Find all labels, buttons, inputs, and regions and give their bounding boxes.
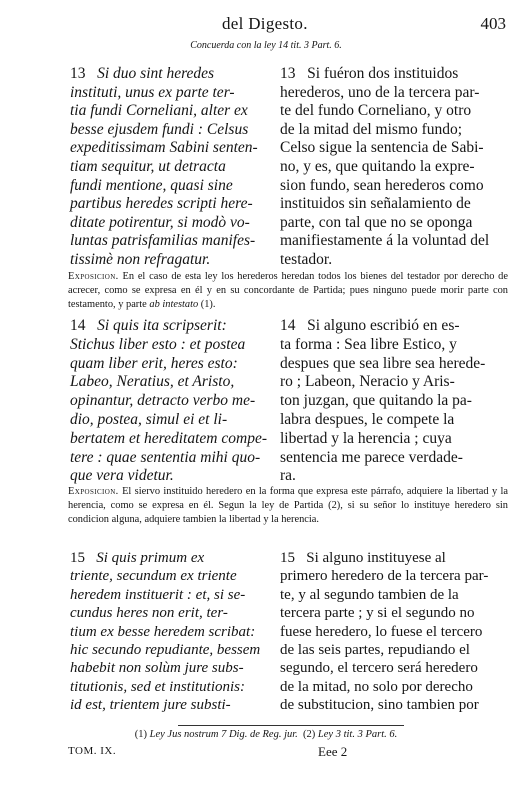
latin-line: Stichus liber esto : et postea: [70, 335, 246, 353]
latin-line: bertatem et hereditatem compe-: [70, 429, 267, 447]
latin-line: habebit non solùm jure subs-: [70, 660, 244, 677]
footnote-text: Ley 3 tit. 3 Part. 6.: [317, 729, 398, 740]
latin-line: besse ejusdem fundi : Celsus: [70, 120, 249, 138]
spanish-line: sentencia me parece verdade-: [280, 448, 463, 466]
latin-line: id est, trientem jure substi-: [70, 697, 231, 714]
spanish-line: fuese heredero, lo fuese el tercero: [280, 623, 483, 640]
latin-line: ditate potirentur, si modò vo-: [70, 213, 250, 231]
exposicion-italic: ab intestato: [149, 299, 199, 310]
latin-line: quam liber erit, heres esto:: [70, 354, 238, 372]
exposicion-13: [68, 270, 508, 312]
spanish-line: segundo, el tercero será heredero: [280, 660, 478, 677]
page-number: 403: [480, 14, 506, 33]
spanish-line: 14 Si alguno escribió en es-: [280, 317, 460, 334]
latin-column: [70, 65, 288, 270]
latin-column: [70, 549, 288, 715]
running-title: del Digesto.: [222, 14, 308, 33]
signature-mark: Eee 2: [318, 744, 348, 759]
spanish-line: ton juzgan, que quitando la pa-: [280, 392, 472, 410]
spanish-line: de las seis partes, repudiando el: [280, 642, 470, 659]
latin-line: tia fundi Corneliani, alter ex: [70, 102, 248, 120]
footnote-marker: (1): [134, 729, 147, 740]
spanish-line: Celso sigue la sentencia de Sabi-: [280, 139, 484, 157]
spanish-line: ra.: [280, 467, 296, 485]
spanish-column: [280, 317, 505, 486]
spanish-line: te, y al segundo tambien de la: [280, 586, 459, 603]
exposicion-text: En el caso de esta ley los herederos heredan todos los bienes del testador por derecho de acrecer, como se expresa en él y en su concordante de Partida; pues ninguno puede morir parte con testamento, y parte: [68, 271, 508, 310]
latin-line: que vera videtur.: [70, 467, 174, 485]
spanish-line: de la mitad, no solo por derecho: [280, 678, 473, 695]
spanish-line: parte, con tal que no se oponga: [280, 213, 473, 231]
latin-line: expeditissimam Sabini senten-: [70, 139, 258, 157]
latin-line: 15 Si quis primum ex: [70, 550, 205, 566]
spanish-line: no, y es, que quitando la expre-: [280, 157, 475, 175]
latin-line: 14 Si quis ita scripserit:: [70, 317, 227, 334]
spanish-line: labra despues, le compete la: [280, 410, 455, 428]
spanish-column: [280, 65, 505, 270]
spanish-line: ta forma : Sea libre Estico, y: [280, 335, 457, 353]
spanish-line: instituidos sin señalamiento de: [280, 195, 471, 213]
spanish-line: primero heredero de la tercera par-: [280, 568, 489, 585]
section-number: 14: [70, 317, 86, 334]
spanish-line: tercera parte ; y si el segundo no: [280, 605, 475, 622]
concordance-note: Concuerda con la ley 14 tit. 3 Part. 6.: [190, 40, 342, 51]
latin-line: partibus heredes scripti here-: [70, 195, 253, 213]
spanish-line: 15 Si alguno instituyese al: [280, 550, 446, 566]
spanish-line: despues que sea libre sea herede-: [280, 354, 486, 372]
spanish-line: de substitucion, sino tambien por: [280, 697, 479, 714]
latin-line: luntas patrisfamilias manifes-: [70, 232, 256, 250]
spanish-line: testador.: [280, 250, 333, 268]
latin-line: cundus heres non erit, ter-: [70, 605, 228, 622]
latin-line: fundi mentione, quasi sine: [70, 176, 233, 194]
footnote-marker: (2): [303, 729, 316, 740]
spanish-line: ro ; Labeon, Neracio y Aris-: [280, 373, 455, 391]
latin-line: tiam sequitur, ut detracta: [70, 157, 226, 175]
section-number: 14: [280, 317, 296, 334]
footnote: [0, 729, 532, 740]
exposicion-label: Exposicion.: [68, 486, 119, 497]
exposicion-ref: (1).: [200, 299, 216, 310]
latin-column: [70, 317, 288, 486]
exposicion-label: Exposicion.: [68, 271, 119, 282]
spanish-line: herederos, uno de la tercera par-: [280, 83, 480, 101]
latin-line: titutionis, sed et institutionis:: [70, 678, 246, 695]
section-number: 13: [280, 65, 296, 82]
latin-line: hic secundo repudiante, bessem: [70, 642, 261, 659]
section-number: 13: [70, 65, 86, 82]
exposicion-14: [68, 485, 508, 527]
spanish-line: 13 Si fuéron dos instituidos: [280, 65, 459, 82]
latin-line: instituti, unus ex parte ter-: [70, 83, 235, 101]
footnote-divider: [178, 725, 404, 726]
latin-line: opinantur, detracto verbo me-: [70, 392, 256, 410]
footnote-text: Ley Jus nostrum 7 Dig. de Reg. jur.: [149, 729, 298, 740]
latin-line: triente, secundum ex triente: [70, 568, 237, 585]
latin-line: tium ex besse heredem scribat:: [70, 623, 256, 640]
spanish-line: te del fundo Corneliano, y otro: [280, 102, 472, 120]
spanish-column: [280, 549, 505, 715]
latin-line: Labeo, Neratius, et Aristo,: [70, 373, 235, 391]
spanish-line: de la mitad del mismo fundo;: [280, 120, 463, 138]
latin-line: dio, postea, simul ei et li-: [70, 410, 228, 428]
spanish-line: manifiestamente á la voluntad del: [280, 232, 490, 250]
latin-line: 13 Si duo sint heredes: [70, 65, 215, 82]
latin-line: tissimè non refragatur.: [70, 250, 211, 268]
section-number: 15: [70, 550, 85, 566]
latin-line: tere : quae sententia mihi quo-: [70, 448, 261, 466]
running-head: [0, 8, 532, 34]
spanish-line: libertad y la herencia ; cuya: [280, 429, 452, 447]
exposicion-text: El siervo instituido heredero en la forma que expresa este párrafo, adquiere la libertad y la herencia, como se expresa en él. Segun la ley de Partida (2), si su señor lo instituye heredero sin condicion alguna, adquiere tambien la libertad y la herencia.: [68, 486, 509, 525]
latin-line: heredem instituerit : et, si se-: [70, 586, 246, 603]
volume-label: TOM. IX.: [68, 745, 117, 757]
spanish-line: sion fundo, sean herederos como: [280, 176, 484, 194]
section-number: 15: [280, 550, 295, 566]
